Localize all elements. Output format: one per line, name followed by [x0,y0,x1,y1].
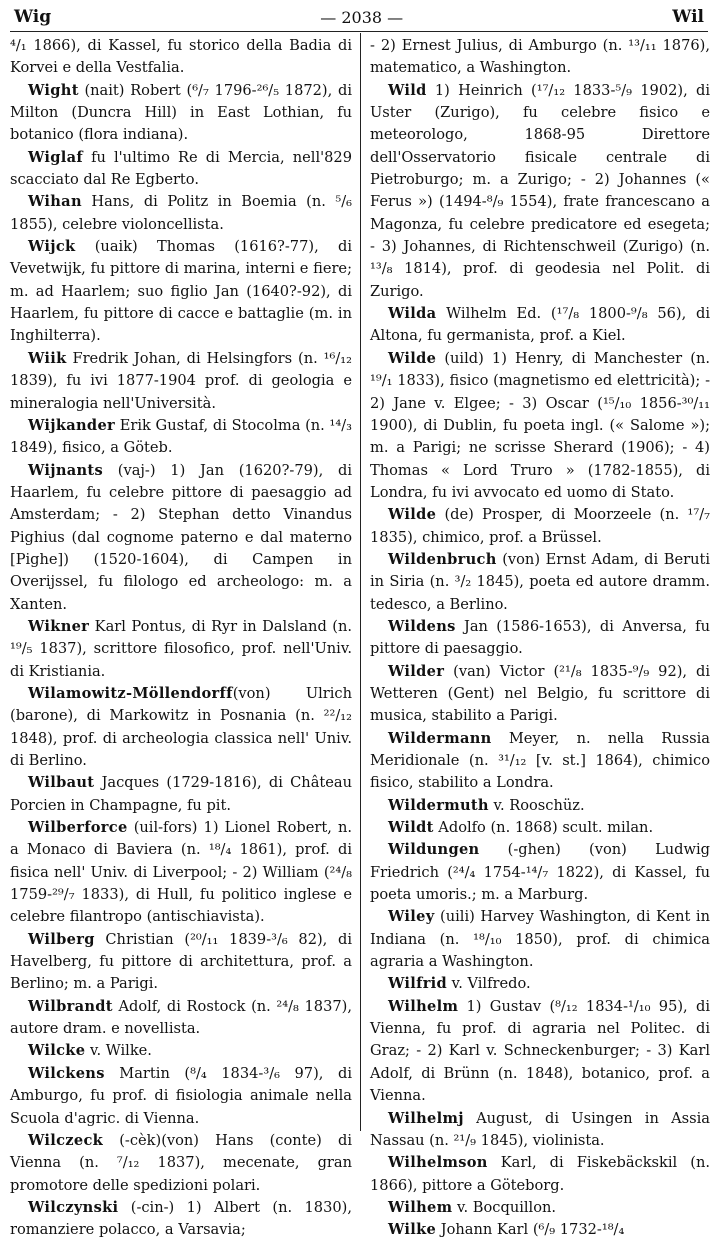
entry-text: (-ghen) (von) Ludwig Friedrich (²⁴/₄ 1754-¹⁴/₇ 1822), di Kassel, fu poeta umoris.; m. a Marburg. [370,841,710,904]
entry-headword: Wilberforce [28,819,128,837]
entry-text: Adolf, di Rostock (n. ²⁴/₈ 1837), autore dram. e novellista. [10,997,352,1038]
running-header [14,5,704,29]
dictionary-entry [370,728,710,795]
dictionary-entry [10,929,352,996]
entry-headword: Wilamowitz-Möllendorff [28,684,233,702]
entry-headword: Wildermuth [388,796,489,814]
entry-text: Jacques (1729-1816), di Château Porcien in Champagne, fu pit. [10,774,352,814]
entry-text: (von) Ernst Adam, di Beruti in Siria (n. ³/₂ 1845), poeta ed autore dramm. tedesco, a Berlino. [370,550,710,613]
entry-headword: Wilhelmj [388,1109,464,1127]
entry-headword: Wihan [28,193,82,211]
entry-text: Fredrik Johan, di Helsingfors (n. ¹⁶/₁₂ 1839), fu ivi 1877-1904 prof. di geologia e mineralogia nell'Università. [10,349,352,412]
entry-text: Adolfo (n. 1868) scult. milan. [433,819,654,837]
entry-text: August, di Usingen in Assia Nassau (n. ²¹/₉ 1845), violinista. [370,1109,710,1149]
entry-text: Jan (1586-1653), di Anversa, fu pittore di paesaggio. [370,617,710,658]
entry-headword: Wilczynski [28,1198,119,1216]
header-left-guide-word: Wig [14,7,52,27]
dictionary-entry [10,80,352,147]
dictionary-entry [370,35,710,80]
dictionary-entry [370,549,710,616]
dictionary-entry [10,817,352,929]
dictionary-entry [370,973,710,995]
dictionary-entry [370,1197,710,1219]
entry-text: ⁴/₁ 1866), di Kassel, fu storico della Badia di Korvei e della Vestfalia. [10,37,352,77]
entry-headword: Wilda [388,305,437,323]
entry-text: v. Vilfredo. [447,975,531,993]
dictionary-entry [10,236,352,348]
dictionary-entry [370,795,710,817]
entry-text: (-cin-) 1) Albert (n. 1830), romanziere polacco, a Varsavia; [10,1198,352,1239]
entry-headword: Wijnants [28,461,103,479]
header-rule [10,31,708,32]
dictionary-entry [10,1040,352,1062]
dictionary-entry [370,504,710,549]
entry-headword: Wilder [388,662,445,680]
entry-text: v. Rooschüz. [488,796,585,814]
entry-text: Hans, di Politz in Boemia (n. ⁵/₆ 1855), celebre violoncellista. [10,193,352,233]
entry-text: (uild) 1) Henry, di Manchester (n. ¹⁹/₁ 1833), fisico (magnetismo ed elettricità); - 2) Jane v. Elgee; - 3) Oscar (¹⁵/₁₀ 1856-³⁰/₁₁ 1900), di Dublin, fu poeta ingl. (« Salome »); m. a Parigi; ne scrisse Sherard (1906); - 4) Thomas « Lord Truro » (1782-1855), di Londra, fu ivi avvocato ed uomo di Stato. [370,349,710,501]
dictionary-entry [10,1130,352,1197]
entry-headword: Wilcke [28,1042,86,1060]
right-column [370,35,710,1242]
entry-text: v. Wilke. [85,1042,152,1060]
entry-headword: Wildermann [388,729,492,747]
header-right-guide-word: Wil [672,7,704,27]
entry-headword: Wildenbruch [388,550,497,568]
entry-headword: Wilckens [28,1064,105,1082]
entry-text: (uili) Harvey Washington, di Kent in Indiana (n. ¹⁸/₁₀ 1850), prof. di chimica agraria a Washington. [370,908,710,971]
entry-text: Martin (⁸/₄ 1834-³/₆ 97), di Amburgo, fu prof. di fisiologia animale nella Scuola d'agric. di Vienna. [10,1064,352,1127]
entry-headword: Wilberg [28,930,95,948]
dictionary-entry [370,348,710,504]
entry-headword: Wildens [388,617,456,635]
entry-text: Christian (²⁰/₁₁ 1839-³/₆ 82), di Havelberg, fu pittore di architettura, prof. a Berlino; m. a Parigi. [10,930,352,993]
page-number: — 2038 — [320,7,404,27]
entry-text: Johann Karl (⁶/₉ 1732-¹⁸/₄ [436,1221,625,1239]
entry-text: 1) Heinrich (¹⁷/₁₂ 1833-⁵/₉ 1902), di Uster (Zurigo), fu celebre fisico e meteorologo, 1868-95 Direttore dell'Osservatorio fisicale centrale di Pietroburgo; m. a Zurigo; - 2) Johannes (« Ferus ») (1494-⁸/₉ 1554), frate francescano a Magonza, fu celebre predicatore ed esegeta; - 3) Johannes, di Richtenschweil (Zurigo) (n. ¹³/₈ 1814), prof. di geodesia nel Polit. di Zurigo. [370,81,710,300]
dictionary-entry [370,303,710,348]
dictionary-entry [10,147,352,192]
dictionary-entry [370,1219,710,1241]
entry-text: (van) Victor (²¹/₈ 1835-⁹/₉ 92), di Wetteren (Gent) nel Belgio, fu scrittore di musica, stabilito a Parigi. [370,662,710,725]
dictionary-entry [370,817,710,839]
entry-text: (vaj-) 1) Jan (1620?-79), di Haarlem, fu celebre pittore di paesaggio ad Amsterdam; - 2) Stephan detto Vinandus Pighius (dal cognome paterno e dal materno [Pighe]) (1520-1604), di Campen in Overijssel, fu filologo ed archeologo: m. a Xanten. [10,461,352,613]
entry-text: (de) Prosper, di Moorzeele (n. ¹⁷/₇ 1835), chimico, prof. a Brüssel. [370,506,710,546]
entry-headword: Wilhem [388,1198,453,1216]
entry-text: Wilhelm Ed. (¹⁷/₈ 1800-⁹/₈ 56), di Altona, fu germanista, prof. a Kiel. [370,305,710,345]
dictionary-entry [370,661,710,728]
entry-headword: Wilfrid [388,975,448,993]
entry-text: Meyer, n. nella Russia Meridionale (n. ³¹/₁₂ [v. st.] 1864), chimico fisico, stabilito a Londra. [370,729,710,792]
entry-text: 1) Gustav (⁸/₁₂ 1834-¹/₁₀ 95), di Vienna, fu prof. di agraria nel Politec. di Graz; - 2) Karl v. Schneckenburger; - 3) Karl Adolf, di Brünn (n. 1848), botanico, prof. a Vienna. [370,997,710,1105]
dictionary-entry [370,996,710,1108]
column-divider [360,33,361,1131]
dictionary-entry [10,460,352,616]
dictionary-entry [10,683,352,772]
dictionary-entry [370,906,710,973]
entry-text: fu l'ultimo Re di Mercia, nell'829 scacciato dal Re Egberto. [10,148,352,189]
entry-text: (nait) Robert (⁶/₇ 1796-²⁶/₅ 1872), di Milton (Duncra Hill) in East Lothian, fu botanico (flora indiana). [10,81,352,144]
dictionary-entry [10,616,352,683]
entry-headword: Wilde [388,506,437,524]
dictionary-entry [10,35,352,80]
dictionary-entry [10,348,352,415]
entry-headword: Wiley [388,908,435,926]
dictionary-entry [10,191,352,236]
dictionary-entry [370,1152,710,1197]
dictionary-entry [370,1108,710,1153]
dictionary-entry [10,772,352,817]
entry-text: (-cèk)(von) Hans (conte) di Vienna (n. ⁷/₁₂ 1837), mecenate, gran promotore delle spedizioni polari. [10,1131,352,1194]
dictionary-entry [370,616,710,661]
entry-headword: Wild [388,81,427,99]
entry-headword: Wilde [388,349,437,367]
entry-text: Erik Gustaf, di Stocolma (n. ¹⁴/₃ 1849), fisico, a Göteb. [10,416,352,457]
entry-headword: Wilczeck [28,1131,104,1149]
entry-headword: Wilhelmson [388,1154,488,1172]
entry-text: Karl Pontus, di Ryr in Dalsland (n. ¹⁹/₅ 1837), scrittore filosofico, prof. nell'Univ. di Kristiania. [10,617,352,680]
dictionary-entry [10,1197,352,1242]
dictionary-entry [370,839,710,906]
entry-headword: Wijck [28,238,76,256]
dictionary-entry [10,415,352,460]
entry-headword: Wilhelm [388,997,459,1015]
entry-text: Karl, di Fiskebäckskil (n. 1866), pittore a Göteborg. [370,1154,710,1194]
entry-headword: Wildungen [388,841,480,859]
entry-headword: Wiglaf [28,148,83,166]
dictionary-entry [10,996,352,1041]
dictionary-entry [370,80,710,303]
entry-headword: Wilbaut [28,774,95,792]
entry-headword: Wilbrandt [28,997,113,1015]
dictionary-entry [10,1063,352,1130]
entry-text: (uaik) Thomas (1616?-77), di Vevetwijk, fu pittore di marina, interni e fiere; m. ad Haarlem; suo figlio Jan (1640?-92), di Haarlem, fu pittore di cacce e battaglie (m. in Inghilterra). [10,238,352,345]
entry-text: (uil-fors) 1) Lionel Robert, n. a Monaco di Baviera (n. ¹⁸/₄ 1861), prof. di fisica nell' Univ. di Liverpool; - 2) William (²⁴/₈ 1759-²⁹/₇ 1833), di Hull, fu politico inglese e celebre filantropo (antischiavista). [10,819,352,926]
entry-headword: Wight [28,81,79,99]
entry-text: (von) Ulrich (barone), di Markowitz in Posnania (n. ²²/₁₂ 1848), prof. di archeologia classica nell' Univ. di Berlino. [10,684,352,769]
entry-headword: Wijkander [28,416,116,434]
left-column [10,35,352,1242]
entry-text: - 2) Ernest Julius, di Amburgo (n. ¹³/₁₁ 1876), matematico, a Washington. [370,37,710,77]
entry-headword: Wikner [28,617,90,635]
entry-text: v. Bocquillon. [452,1198,557,1216]
entry-headword: Wilke [388,1221,437,1239]
entry-headword: Wiik [28,349,67,367]
entry-headword: Wildt [388,819,434,837]
